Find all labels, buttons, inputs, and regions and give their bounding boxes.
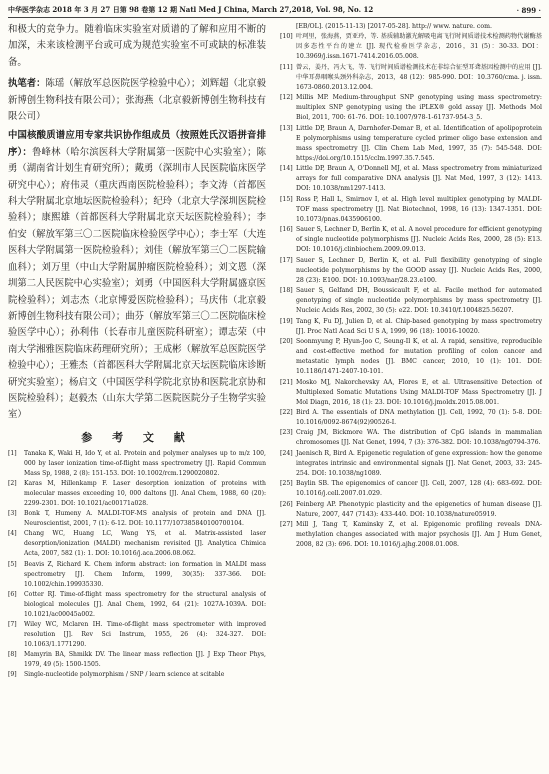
reference-number: [23] <box>280 429 293 437</box>
reference-number: [13] <box>280 124 293 132</box>
reference-number: [16] <box>280 226 293 234</box>
reference-number <box>280 22 296 32</box>
reference-item <box>280 428 542 448</box>
reference-item <box>280 317 542 337</box>
reference-item <box>280 408 542 428</box>
reference-number: [12] <box>280 94 293 102</box>
reference-text: Mill J, Tang T, Kaminsky Z, et al. Epigenomic profiling reveals DNA-methylation changes associated with major psychosis [J]. Am J Hum Genet, 2008, 82 (3): 696. DOI: 10.1016/j.ajhg.2008.01.008. <box>296 520 542 549</box>
reference-text: Mamyrin BA, Shmikk DV. The linear mass reflection [J]. J Exp Theor Phys, 1979, 49 (5): 1500-1505. <box>24 651 266 669</box>
reference-number: [3] <box>8 510 17 518</box>
reference-text: Tang K, Fu DJ, Julien D, et al. Chip-based genotyping by mass spectrometry [J]. Proc Natl Acad Sci U S A, 1999, 96 (18): 10016-10020. <box>296 317 542 335</box>
reference-item <box>280 449 542 479</box>
reference-number: [18] <box>280 287 293 295</box>
reference-item <box>280 520 542 550</box>
reference-item <box>8 560 266 590</box>
reference-item <box>8 529 266 559</box>
reference-number: [14] <box>280 165 293 173</box>
reference-item <box>8 479 266 509</box>
authors-lead: 执笔者： <box>8 78 46 90</box>
reference-text: Little DP, Braun A, Darnhofer-Demar B, et al. Identification of apolipoprotein E polymorphisms using temperature cycled primer oligo base extension and mass spectrometry [J]. Clin Chem Lab Med, 1997, 35 (7): 545-548. DOI: https://doi.org/10.1515/cclm.1997.35.7.545. <box>296 124 542 162</box>
reference-number: [8] <box>8 651 17 659</box>
authors-text: 陈瑶（解放军总医院医学检验中心）；刘辉超（北京毅新博创生物科技有限公司）；张海燕（北京毅新博创生物科技有限公司） <box>8 78 266 123</box>
reference-text: Beavis Z, Richard K. Chem inform abstract: ion formation in MALDI mass spectrometry [J]. Chem Inform, 1999, 30(35): 337-366. DOI: 10.1002/chin.199935330. <box>24 560 266 588</box>
expert-group-lead: 中国核酸质谱应用专家共识协作组成员（按照姓氏汉语拼音排序）： <box>8 130 266 158</box>
left-column <box>8 22 266 772</box>
references-list-right <box>280 22 542 550</box>
reference-text: Single-nucleotide polymorphism / SNP / learn science at scitable <box>24 671 225 679</box>
reference-item <box>8 449 266 479</box>
reference-item <box>280 286 542 316</box>
reference-number: [1] <box>8 449 17 457</box>
reference-item <box>8 620 266 650</box>
reference-item <box>280 164 542 194</box>
intro-paragraph: 和极大的竞争力。随着临床实验室对质谱的了解和应用不断的加深，未来该检测平台或可成为规范实验室不可或缺的标准装备。 <box>8 24 266 68</box>
reference-number: [17] <box>280 256 293 264</box>
reference-text: Little DP, Braun A, O'Donnell MJ, et al. Mass spectrometry from miniaturized arrays for full comparative DNA analysis [J]. Nat Med, 1997, 3 (12): 1413. DOI: 10.1038/nm1297-1413. <box>296 165 542 193</box>
reference-number: [26] <box>280 500 293 508</box>
reference-item <box>8 509 266 529</box>
reference-item <box>280 93 542 123</box>
reference-text: Craig JM, Bickmore WA. The distribution of CpG islands in mammalian chromosomes [J]. Nat Genet, 1994, 7 (3): 376-382. DOI: 10.1038/ng0794-376. <box>296 429 542 447</box>
reference-text: Sauer S, Gelfand DH, Boussicault F, et al. Facile method for automated genotyping of single nucleotide polymorphisms by mass spectrometry [J]. Nucleic Acids Res, 2002, 30 (5): e22. DOI: 10.3410/f.1004825.56207. <box>296 287 542 315</box>
reference-number: [6] <box>8 590 17 598</box>
reference-item <box>280 500 542 520</box>
reference-number: [24] <box>280 449 293 457</box>
reference-text: Feinberg AP. Phenotypic plasticity and the epigenetics of human disease [J]. Nature, 2007, 447 (7143): 433-440. DOI: 10.1038/nature05919. <box>296 500 542 518</box>
reference-number: [20] <box>280 337 293 345</box>
reference-number: [25] <box>280 480 293 488</box>
authors-paragraph <box>8 76 266 125</box>
reference-text: Wiley WC, Mclaren IH. Time-of-flight mass spectrometer with improved resolution [J]. Rev Sci Instrum, 1955, 26 (4): 324-327. DOI: 10.1063/1.1771290. <box>24 620 266 648</box>
reference-text: Cotter RJ. Time-of-flight mass spectrometry for the structural analysis of biological molecules [J]. Anal Chem, 1992, 64 (21): 1027A-1039A. DOI: 10.1021/ac00045a002. <box>24 590 266 618</box>
reference-text: Ross P, Hall L, Smirnov I, et al. High level multiplex genotyping by MALDI-TOF mass spectrometry [J]. Nat Biotechnol, 1998, 16 (13): 1347-1351. DOI: 10.1073/pnas.0435906100. <box>296 195 542 223</box>
reference-text: Soonmyung P, Hyun-Joo C, Seung-Il K, et al. A rapid, sensitive, reproducible and cost-effective method for mutation profiling of colon cancer and metastatic lymph nodes [J]. BMC cancer, 2010, 10 (1): 101. DOI: 10.1186/1471-2407-10-101. <box>296 337 542 376</box>
reference-text: Jaenisch R, Bird A. Epigenetic regulation of gene expression: how the genome integrates intrinsic and environmental signals [J]. Nat Genet, 2003, 33: 245-254. DOI: 10.1038/ng1089. <box>296 449 542 477</box>
reference-number: [22] <box>280 409 293 416</box>
reference-item <box>280 378 542 408</box>
reference-item <box>280 124 542 164</box>
reference-item <box>280 195 542 225</box>
reference-item <box>8 670 266 680</box>
reference-text: [EB/OL]. (2015-11-13) [2017-05-28]. http:// www. nature. com. <box>296 23 492 30</box>
reference-number: [4] <box>8 530 17 538</box>
reference-number: [9] <box>8 671 17 679</box>
reference-item <box>280 63 542 93</box>
reference-text: Bonk T, Humeny A. MALDI-TOF-MS analysis of protein and DNA [J]. Neuroscientist, 2001, 7 (1): 6-12. DOI: 10.1177/107385840100700104. <box>24 510 266 528</box>
reference-number: [7] <box>8 620 17 628</box>
reference-item <box>280 479 542 499</box>
reference-item <box>8 590 266 620</box>
reference-number: [11] <box>280 63 293 71</box>
reference-text: Chang WC, Huang LC, Wang YS, et al. Matrix-assisted laser desorption/ionization (MALDI) mechanism revisited [J]. Analytica Chimica Acta, 2007, 582 (1): 1. DOI: 10.1016/j.aca.2006.08.062. <box>24 530 266 558</box>
running-header <box>8 3 541 18</box>
reference-text: Tanaka K, Waki H, Ido Y, et al. Protein and polymer analyses up to m/z 100, 000 by laser ionization time-of-flight mass spectrometry [J]. Rapid Commun Mass Sp, 1988, 2 (8): 151-153. DOI: 10.1002/rcm.1290020802. <box>24 449 266 477</box>
reference-item <box>280 32 542 62</box>
reference-item <box>280 225 542 255</box>
reference-number: [10] <box>280 33 293 41</box>
expert-group-paragraph <box>8 128 266 423</box>
reference-text: Baylin SB. The epigenomics of cancer [J]. Cell, 2007, 128 (4): 683-692. DOI: 10.1016/j.cell.2007.01.029. <box>296 480 542 498</box>
reference-number: [5] <box>8 560 17 568</box>
reference-text: Sauer S, Lechner D, Berlin K, et al. Full flexibility genotyping of single nucleotide polymorphisms by the GOOD assay [J]. Nucleic Acids Res, 2000, 28 (23): E100. DOI: 10.1093/nar/28.23.e100. <box>296 256 542 284</box>
reference-item <box>280 256 542 286</box>
reference-text: 曾云，姜丹，冯大飞，等. 飞行时间质谱检测技术在非综合征型耳聋基因检测中的应用 [J]. 中华耳鼻咽喉头颈外科杂志，2013，48 (12)：985-990. DOI：10.3760/cma. j. issn. 1673-0860.2013.12.004. <box>296 63 542 91</box>
reference-text: Millis MP. Medium-throughput SNP genotyping using mass spectrometry: multiplex SNP genotyping using the iPLEX® gold assay [J]. Methods Mol Biol, 2011, 700: 61-76. DOI: 10.1007/978-1-61737-954-3_5. <box>296 94 542 122</box>
reference-text: Bird A. The essentials of DNA methylation [J]. Cell, 1992, 70 (1): 5-8. DOI: 10.1016/0092-8674(92)90526-I. <box>296 409 542 427</box>
reference-text: Karas M, Hillenkamp F. Laser desorption ionization of proteins with molecular masses exceeding 10, 000 daltons [J]. Anal Chem, 1988, 60 (20): 2299-2301. DOI: 10.1021/ac00171a028. <box>24 479 266 507</box>
references-list-left <box>8 449 266 681</box>
reference-text: Mosko MJ, Nakorchevsky AA, Flores E, et al. Ultrasensitive Detection of Multiplexed Somatic Mutations Using MALDI-TOF Mass Spectrometry [J]. J Mol Diagn, 2016, 18 (1): 23. DOI: 10.1016/j.jmoldx.2015.08.001. <box>296 378 542 406</box>
reference-item <box>8 650 266 670</box>
journal-citation: 中华医学杂志 2018 年 3 月 27 日第 98 卷第 12 期 Natl Med J China, March 27,2018, Vol. 98, No. 12 <box>8 5 374 14</box>
reference-number: [15] <box>280 195 293 203</box>
page-number: · 899 · <box>516 5 541 15</box>
expert-group-text: 鲁峰林（哈尔滨医科大学附属第一医院中心实验室）；陈勇（湖南省计划生育研究所）；戴勇（深圳市人民医院临床医学研究中心）；府伟灵（重庆西南医院检验科）；李文涛（首都医科大学附属北京地坛医院检验科）；纪玲（北京大学深圳医院检验科）；康熙雄（首都医科大学附属北京天坛医院检验科）；李伯安（解放军第三〇二医院临床检验医学中心）；李士军（大连医科大学附属第一医院检验科）；刘佳（解放军第三〇二医院输血科）；刘万里（中山大学附属肿瘤医院检验科）；刘文恩（深圳第二人民医院中心实验室）；刘勇（中国医科大学附属盛京医院检验科）；刘志杰（北京博爱医院检验科）；马庆伟（北京毅新博创生物科技有限公司）；曲芬（解放军第三〇二医院临床检验医学中心）；孙利伟（长春市儿童医院科研室）；谭志荣（中南大学湘雅医院临床药理研究所）；王成彬（解放军总医院医学检验中心）；王雅杰（首都医科大学附属北京天坛医院临床诊断研究实验室）；杨启文（中国医学科学院北京协和医院北京协和医院检验科）；赵毅杰（山东大学第二医院医院分子生物学实验室） <box>8 146 266 421</box>
right-column <box>280 22 542 772</box>
reference-number: [19] <box>280 317 293 325</box>
reference-item <box>280 337 542 377</box>
reference-text: 叶珂里，张海燕，贾亚玲，等. 基质辅助激光解吸电离飞行时间质谱技术检测药物代谢酶基因多态性平台的建立 [J]. 现代检验医学杂志，2016，31 (5)：30-33. DOI：10.3969/j.issn.1671-7414.2016.05.008. <box>296 33 542 61</box>
reference-number: [21] <box>280 378 293 386</box>
reference-text: Sauer S, Lechner D, Berlin K, et al. A novel procedure for efficient genotyping of single nucleotide polymorphisms [J]. Nucleic Acids Res, 2000, 28 (5): E13. DOI: 10.1016/j.clinbiochem.2009.09.013. <box>296 226 542 254</box>
references-title: 参 考 文 献 <box>81 430 193 444</box>
reference-number: [27] <box>280 520 293 528</box>
reference-item <box>280 22 542 32</box>
reference-number: [2] <box>8 479 17 487</box>
